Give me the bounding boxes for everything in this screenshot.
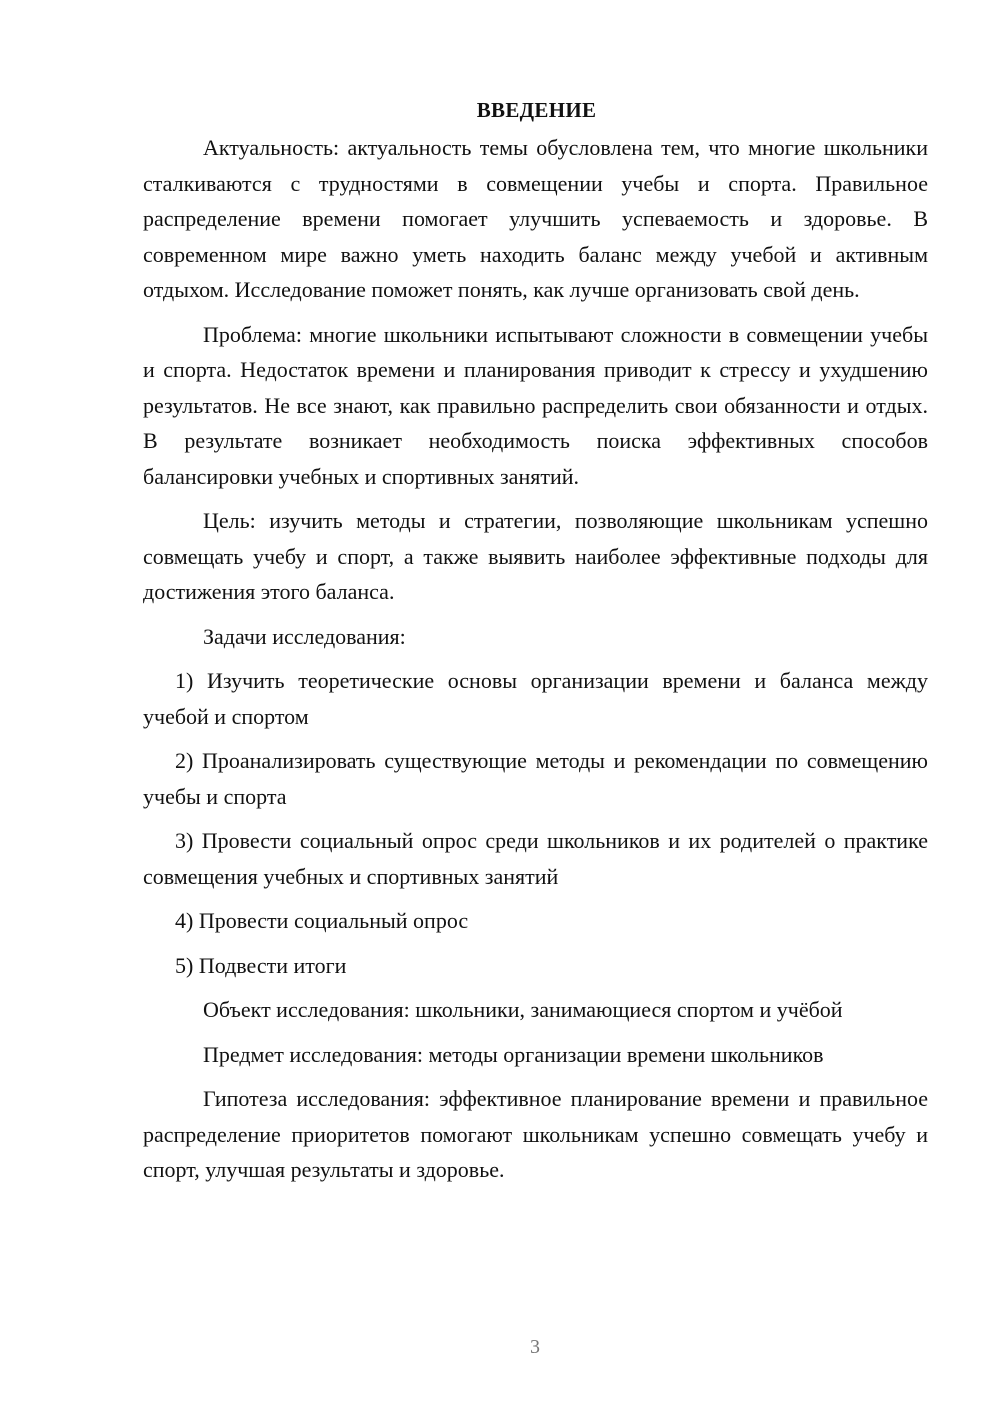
task-item-3: 3) Провести социальный опрос среди школьников и их родителей о практике совмещения учебных и спортивных занятий bbox=[143, 828, 928, 889]
section-title: ВВЕДЕНИЕ bbox=[476, 98, 597, 122]
page-number: 3 bbox=[530, 1336, 540, 1358]
task-item-2: 2) Проанализировать существующие методы и рекомендации по совмещению учебы и спорта bbox=[143, 748, 928, 809]
tasks-heading: Задачи исследования: bbox=[203, 623, 406, 649]
task-item-1: 1) Изучить теоретические основы организации времени и баланса между учебой и спортом bbox=[143, 668, 928, 729]
task-item-5: 5) Подвести итоги bbox=[175, 952, 347, 978]
object-paragraph: Объект исследования: школьники, занимающиеся спортом и учёбой bbox=[203, 997, 843, 1022]
subject-paragraph: Предмет исследования: методы организации времени школьников bbox=[203, 1041, 824, 1067]
page-content bbox=[143, 92, 928, 1197]
task-item-4: 4) Провести социальный опрос bbox=[175, 908, 469, 933]
problem-paragraph: Проблема: многие школьники испытывают сложности в совмещении учебы и спорта. Недостаток времени и планирования приводит к стрессу и ухудшению результатов. Не все знают, как правильно распределить свои обязанности и отдых. В результате возникает необходимость поиска эффективных способов балансировки учебных и спортивных занятий. bbox=[143, 321, 928, 489]
goal-paragraph: Цель: изучить методы и стратегии, позволяющие школьникам успешно совмещать учебу и спорт, а также выявить наиболее эффективные подходы для достижения этого баланса. bbox=[143, 508, 928, 604]
hypothesis-paragraph: Гипотеза исследования: эффективное планирование времени и правильное распределение приоритетов помогают школьникам успешно совмещать учебу и спорт, улучшая результаты и здоровье. bbox=[143, 1086, 928, 1182]
relevance-paragraph: Актуальность: актуальность темы обусловлена тем, что многие школьники сталкиваются с трудностями в совмещении учебы и спорта. Правильное распределение времени помогает улучшить успеваемость и здоровье. В современном мире важно уметь находить баланс между учебой и активным отдыхом. Исследование поможет понять, как лучше организовать свой день. bbox=[143, 135, 928, 302]
